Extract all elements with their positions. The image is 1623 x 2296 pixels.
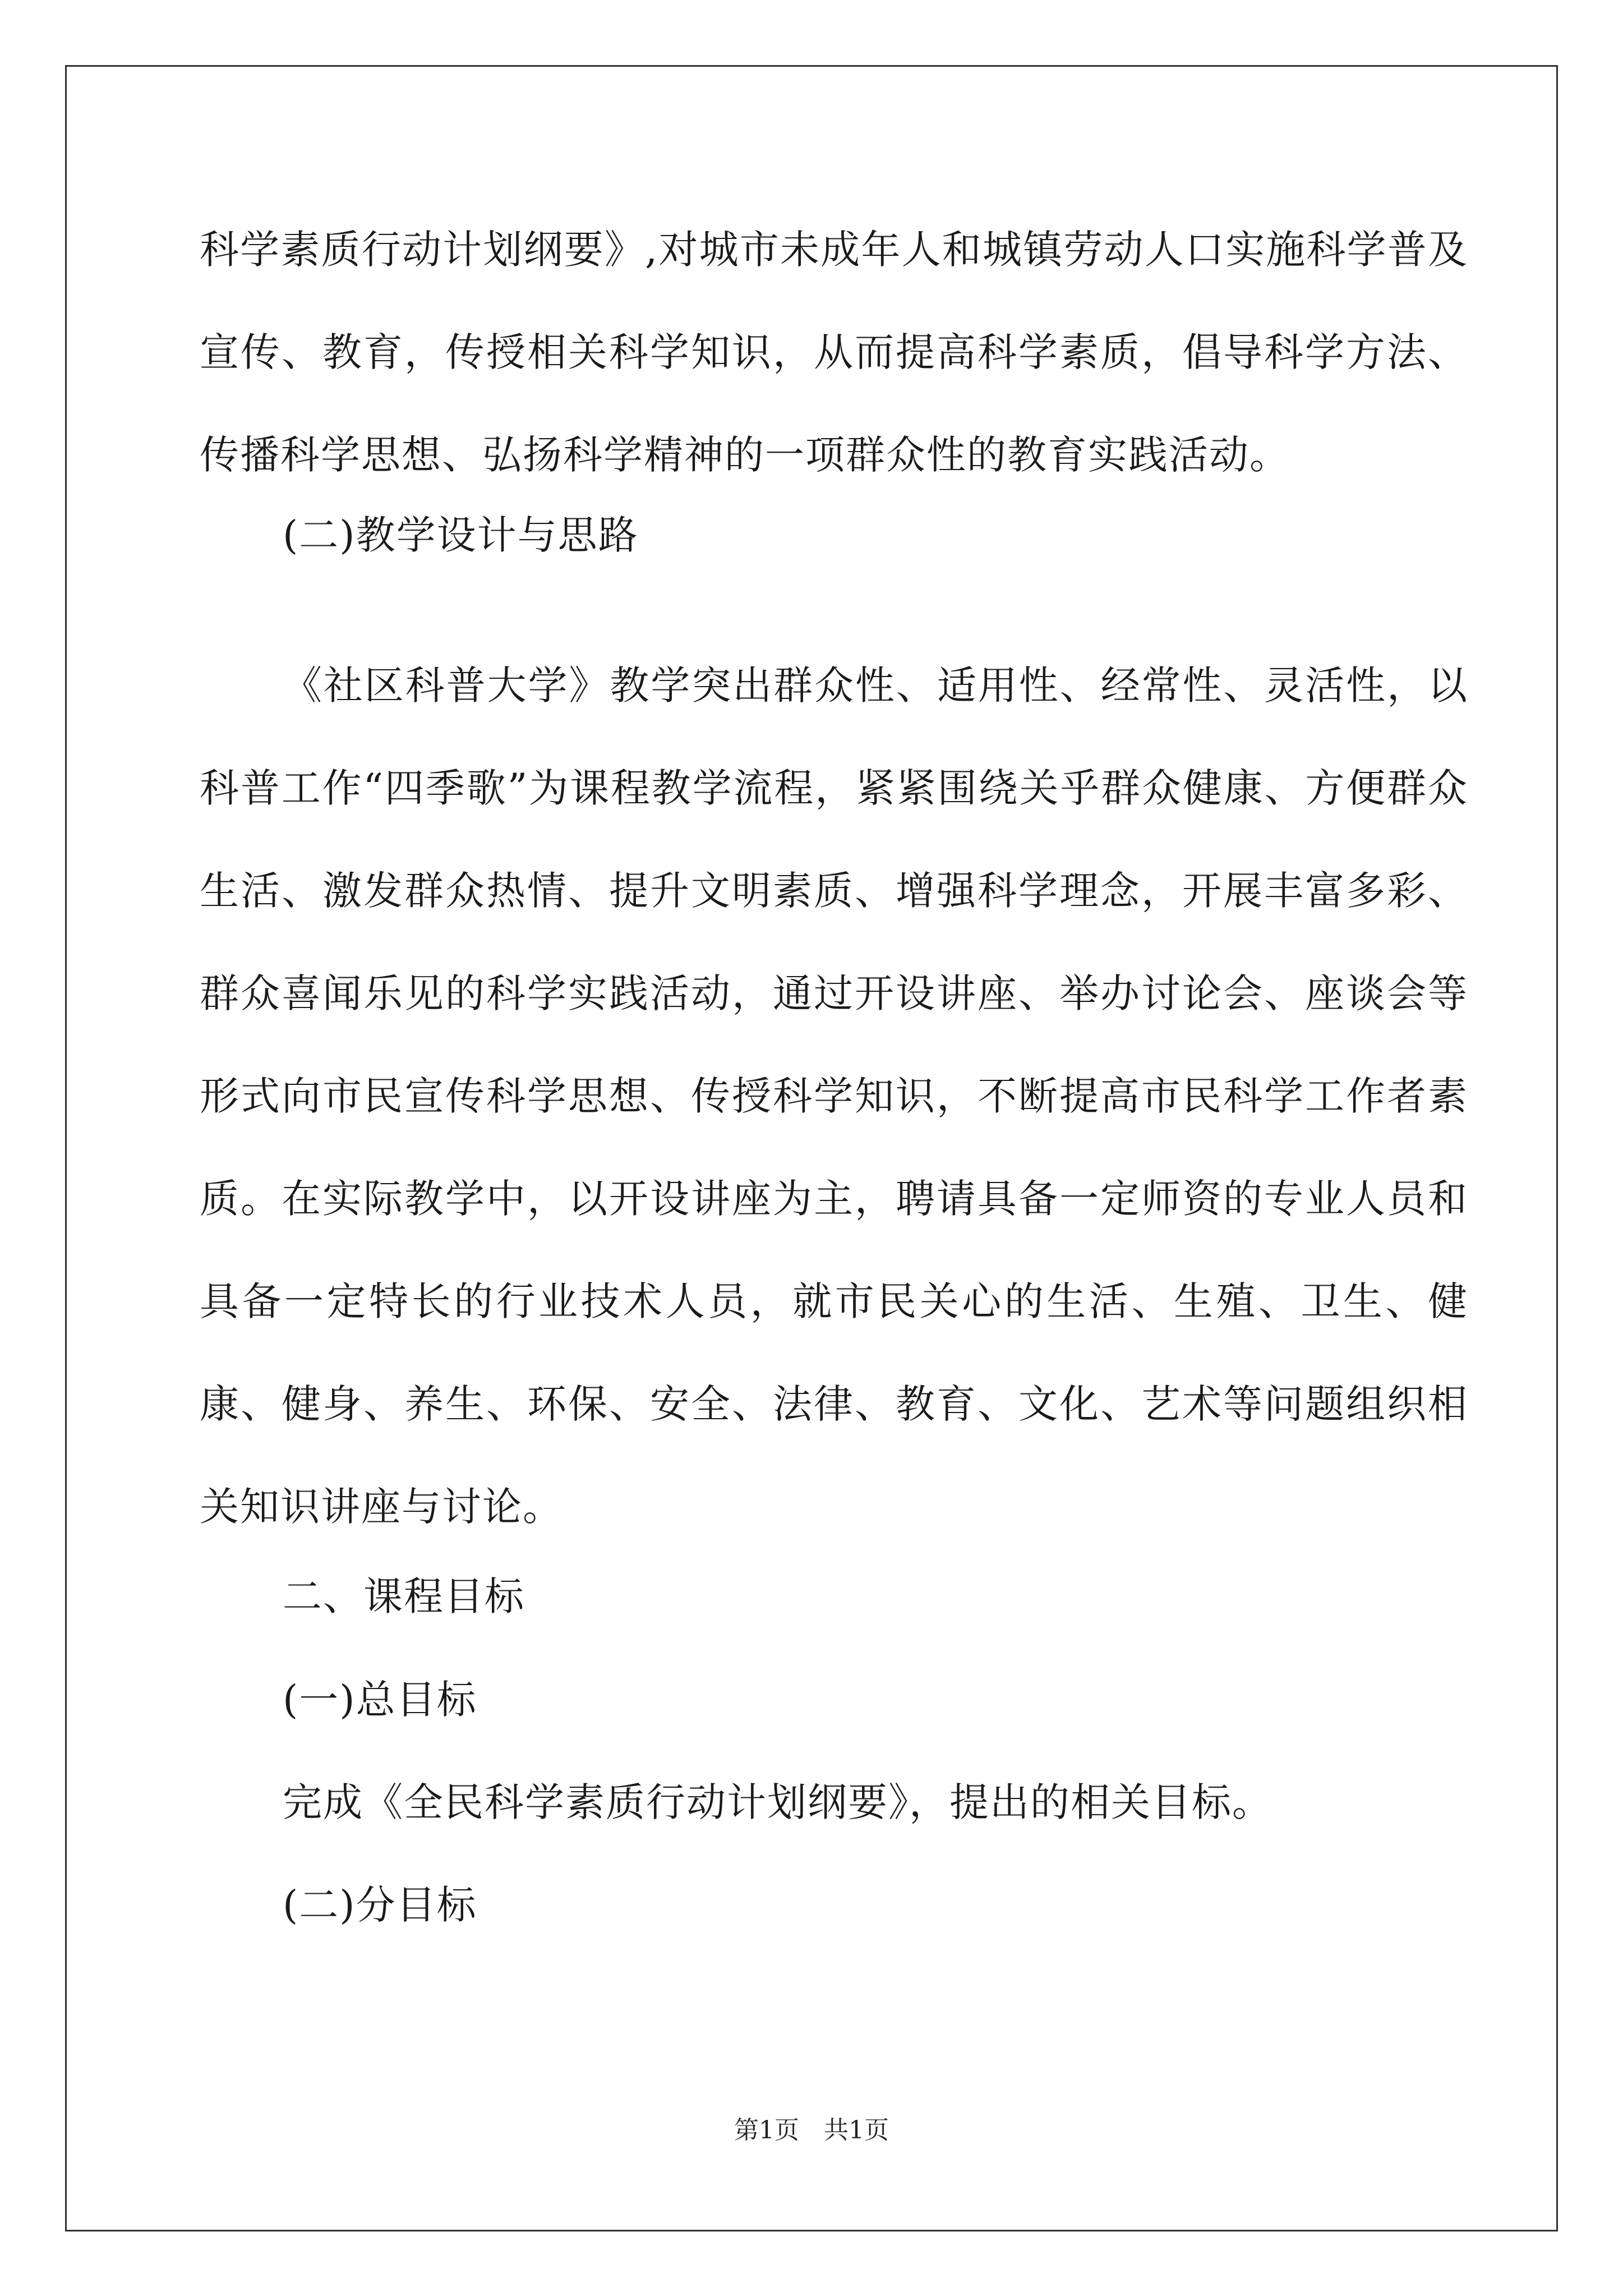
section-heading-sub-goals: (二)分目标 [283, 1882, 477, 1928]
paragraph-design: 《社区科普大学》教学突出群众性、适用性、经常性、灵活性，以科普工作“四季歌”为课程教学流程，紧紧围绕关乎群众健康、方便群众生活、激发群众热情、提升文明素质、增强科学理念，开展丰富多彩、群众喜闻乐见的科学实践活动，通过开设讲座、举办讨论会、座谈会等形式向市民宣传科学思想、传授科学知识，不断提高市民科学工作者素质。在实际教学中，以开设讲座为主，聘请具备一定师资的专业人员和具备一定特长的行业技术人员，就市民关心的生活、生殖、卫生、健康、健身、养生、环保、安全、法律、教育、文化、艺术等问题组织相关知识讲座与讨论。 [200, 662, 1468, 1530]
paragraph-continuation: 科学素质行动计划纲要》,对城市未成年人和城镇劳动人口实施科学普及宣传、教育，传授相关科学知识，从而提高科学素质，倡导科学方法、传播科学思想、弘扬科学精神的一项群众性的教育实践活动。 [200, 227, 1468, 478]
paragraph-overall-goal: 完成《全民科学素质行动计划纲要》，提出的相关目标。 [283, 1779, 1272, 1825]
section-heading-goals: 二、课程目标 [283, 1573, 525, 1619]
section-heading-overall-goal: (一)总目标 [283, 1677, 477, 1723]
section-heading-design: (二)教学设计与思路 [283, 512, 639, 558]
page-number-footer: 第1页 共1页 [734, 2116, 889, 2145]
